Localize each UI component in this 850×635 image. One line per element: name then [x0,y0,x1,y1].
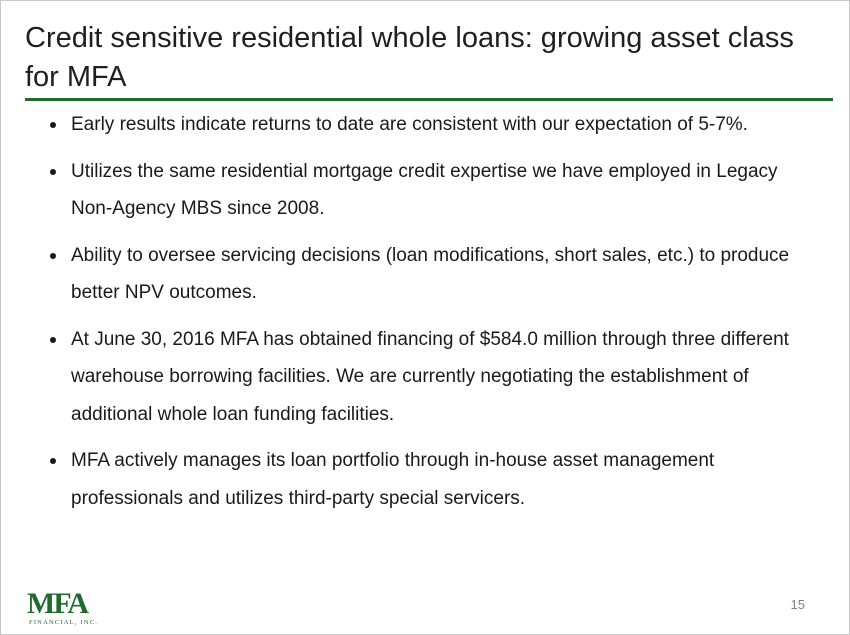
logo-mark: MFA [27,587,88,620]
logo-subtitle: FINANCIAL, INC. [29,619,99,626]
slide-title: Credit sensitive residential whole loans: growing asset class for MFA [25,22,794,93]
bullet-list [45,106,805,526]
bullet-item: Early results indicate returns to date are consistent with our expectation of 5-7%. [45,106,805,144]
bullet-item: Ability to oversee servicing decisions (loan modifications, short sales, etc.) to produce better NPV outcomes. [45,237,805,312]
bullet-item: MFA actively manages its loan portfolio through in-house asset management professionals and utilizes third-party special servicers. [45,442,805,517]
page-number: 15 [790,597,805,612]
mfa-logo [27,589,119,627]
bullet-item: Utilizes the same residential mortgage credit expertise we have employed in Legacy Non-Agency MBS since 2008. [45,153,805,228]
bullet-item: At June 30, 2016 MFA has obtained financing of $584.0 million through three different warehouse borrowing facilities. We are currently negotiating the establishment of additional whole loan funding facilities. [45,321,805,434]
title-divider [25,98,833,101]
